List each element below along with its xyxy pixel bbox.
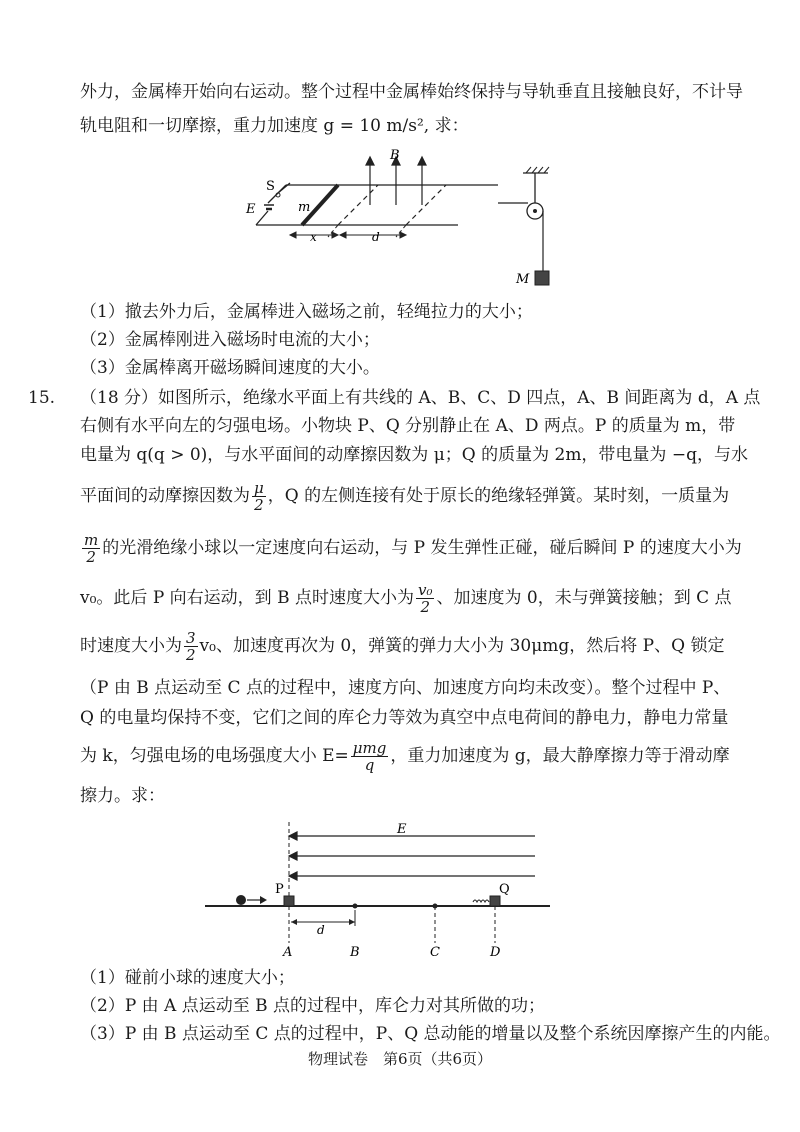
- label-m: m: [298, 200, 311, 215]
- p15-line-7-b: v₀、加速度再次为 0，弹簧的弹力大小为 30μmg，然后将 P、Q 锁定: [199, 636, 725, 656]
- label-E: E: [246, 202, 256, 217]
- p15-line-3: 电量为 q(q > 0)，与水平面间的动摩擦因数为 μ；Q 的质量为 2m，带电量为 −q，与水: [80, 445, 748, 465]
- label-B: B: [390, 148, 400, 163]
- p15-line-11: 擦力。求：: [80, 786, 165, 806]
- p15-line-6-b: 、加速度为 0，未与弹簧接触；到 C 点: [436, 588, 732, 608]
- p15-question-3: （3）P 由 B 点运动至 C 点的过程中，P、Q 总动能的增量以及整个系统因摩擦产生的内能。: [80, 1024, 781, 1044]
- p15-line-9: Q 的电量均保持不变，它们之间的库仑力等效为真空中点电荷间的静电力，静电力常量: [80, 708, 729, 728]
- label-C: C: [430, 945, 440, 960]
- label-Q: Q: [499, 882, 510, 897]
- label-B: B: [350, 945, 360, 960]
- label-x: x: [310, 230, 317, 244]
- frac-v0-over-2: $\frac{\text{v₀}}{2}$: [417, 581, 433, 616]
- p15-line-4-b: ，Q 的左侧连接有处于原长的绝缘轻弹簧。某时刻，一质量为: [267, 486, 730, 506]
- label-d: d: [317, 923, 325, 937]
- prev-question-2: （2）金属棒刚进入磁场时电流的大小；: [80, 330, 380, 350]
- label-D: D: [490, 945, 501, 960]
- p15-line-4: [80, 480, 740, 513]
- p15-question-1: （1）碰前小球的速度大小；: [80, 968, 295, 988]
- label-field-E: E: [397, 822, 407, 837]
- frac-mu-over-2: $\frac{\mu}{2}$: [254, 479, 264, 514]
- frac-m-over-2: $\frac{m}{2}$: [84, 531, 99, 566]
- p15-line-6-a: v₀。此后 P 向右运动，到 B 点时速度大小为: [80, 588, 414, 608]
- p15-line-10-b: ，重力加速度为 g，最大静摩擦力等于滑动摩: [390, 746, 730, 766]
- prev-intro-line-2: 轨电阻和一切摩擦，重力加速度 g = 10 m/s², 求：: [80, 116, 469, 136]
- label-M: M: [516, 272, 530, 287]
- p15-line-5: [80, 532, 740, 565]
- problem-number: 15.: [28, 388, 56, 408]
- prev-question-1: （1）撤去外力后，金属棒进入磁场之前，轻绳拉力的大小；: [80, 302, 533, 322]
- rail-magnetic-figure: [238, 145, 568, 290]
- label-d: d: [372, 230, 380, 244]
- label-S: S: [266, 179, 275, 194]
- p15-line-8: （P 由 B 点运动至 C 点的过程中，速度方向、加速度方向均未改变）。整个过程中 P、: [80, 678, 731, 698]
- prev-intro-line-1: 外力，金属棒开始向右运动。整个过程中金属棒始终保持与导轨垂直且接触良好，不计导: [80, 82, 743, 102]
- label-P: P: [275, 882, 284, 897]
- p15-line-7-a: 时速度大小为: [80, 636, 182, 656]
- p15-line-7: [80, 630, 740, 663]
- p15-line-6: [80, 582, 740, 615]
- p15-line-4-a: 平面间的动摩擦因数为: [80, 486, 250, 506]
- p15-line-10: [80, 740, 740, 773]
- p15-line-1: （18 分）如图所示，绝缘水平面上有共线的 A、B、C、D 四点，A、B 间距离为 d，A 点: [80, 388, 761, 408]
- p15-line-10-a: 为 k，匀强电场的电场强度大小 E=: [80, 746, 349, 766]
- electric-field-figure: [205, 818, 555, 963]
- p15-line-5-a: 的光滑绝缘小球以一定速度向右运动，与 P 发生弹性正碰，碰后瞬间 P 的速度大小为: [102, 538, 742, 558]
- prev-question-3: （3）金属棒离开磁场瞬间速度的大小。: [80, 358, 380, 378]
- p15-question-2: （2）P 由 A 点运动至 B 点的过程中，库仑力对其所做的功；: [80, 996, 546, 1016]
- p15-line-2: 右侧有水平向左的匀强电场。小物块 P、Q 分别静止在 A、D 两点。P 的质量为 m，带: [80, 416, 736, 436]
- frac-three-over-2: $\frac{3}{2}$: [186, 629, 196, 664]
- label-A: A: [283, 945, 293, 960]
- page-footer: 物理试卷 第6页（共6页）: [307, 1050, 493, 1068]
- frac-mumg-over-q: $\frac{\text{μmg}}{q}$: [352, 739, 387, 774]
